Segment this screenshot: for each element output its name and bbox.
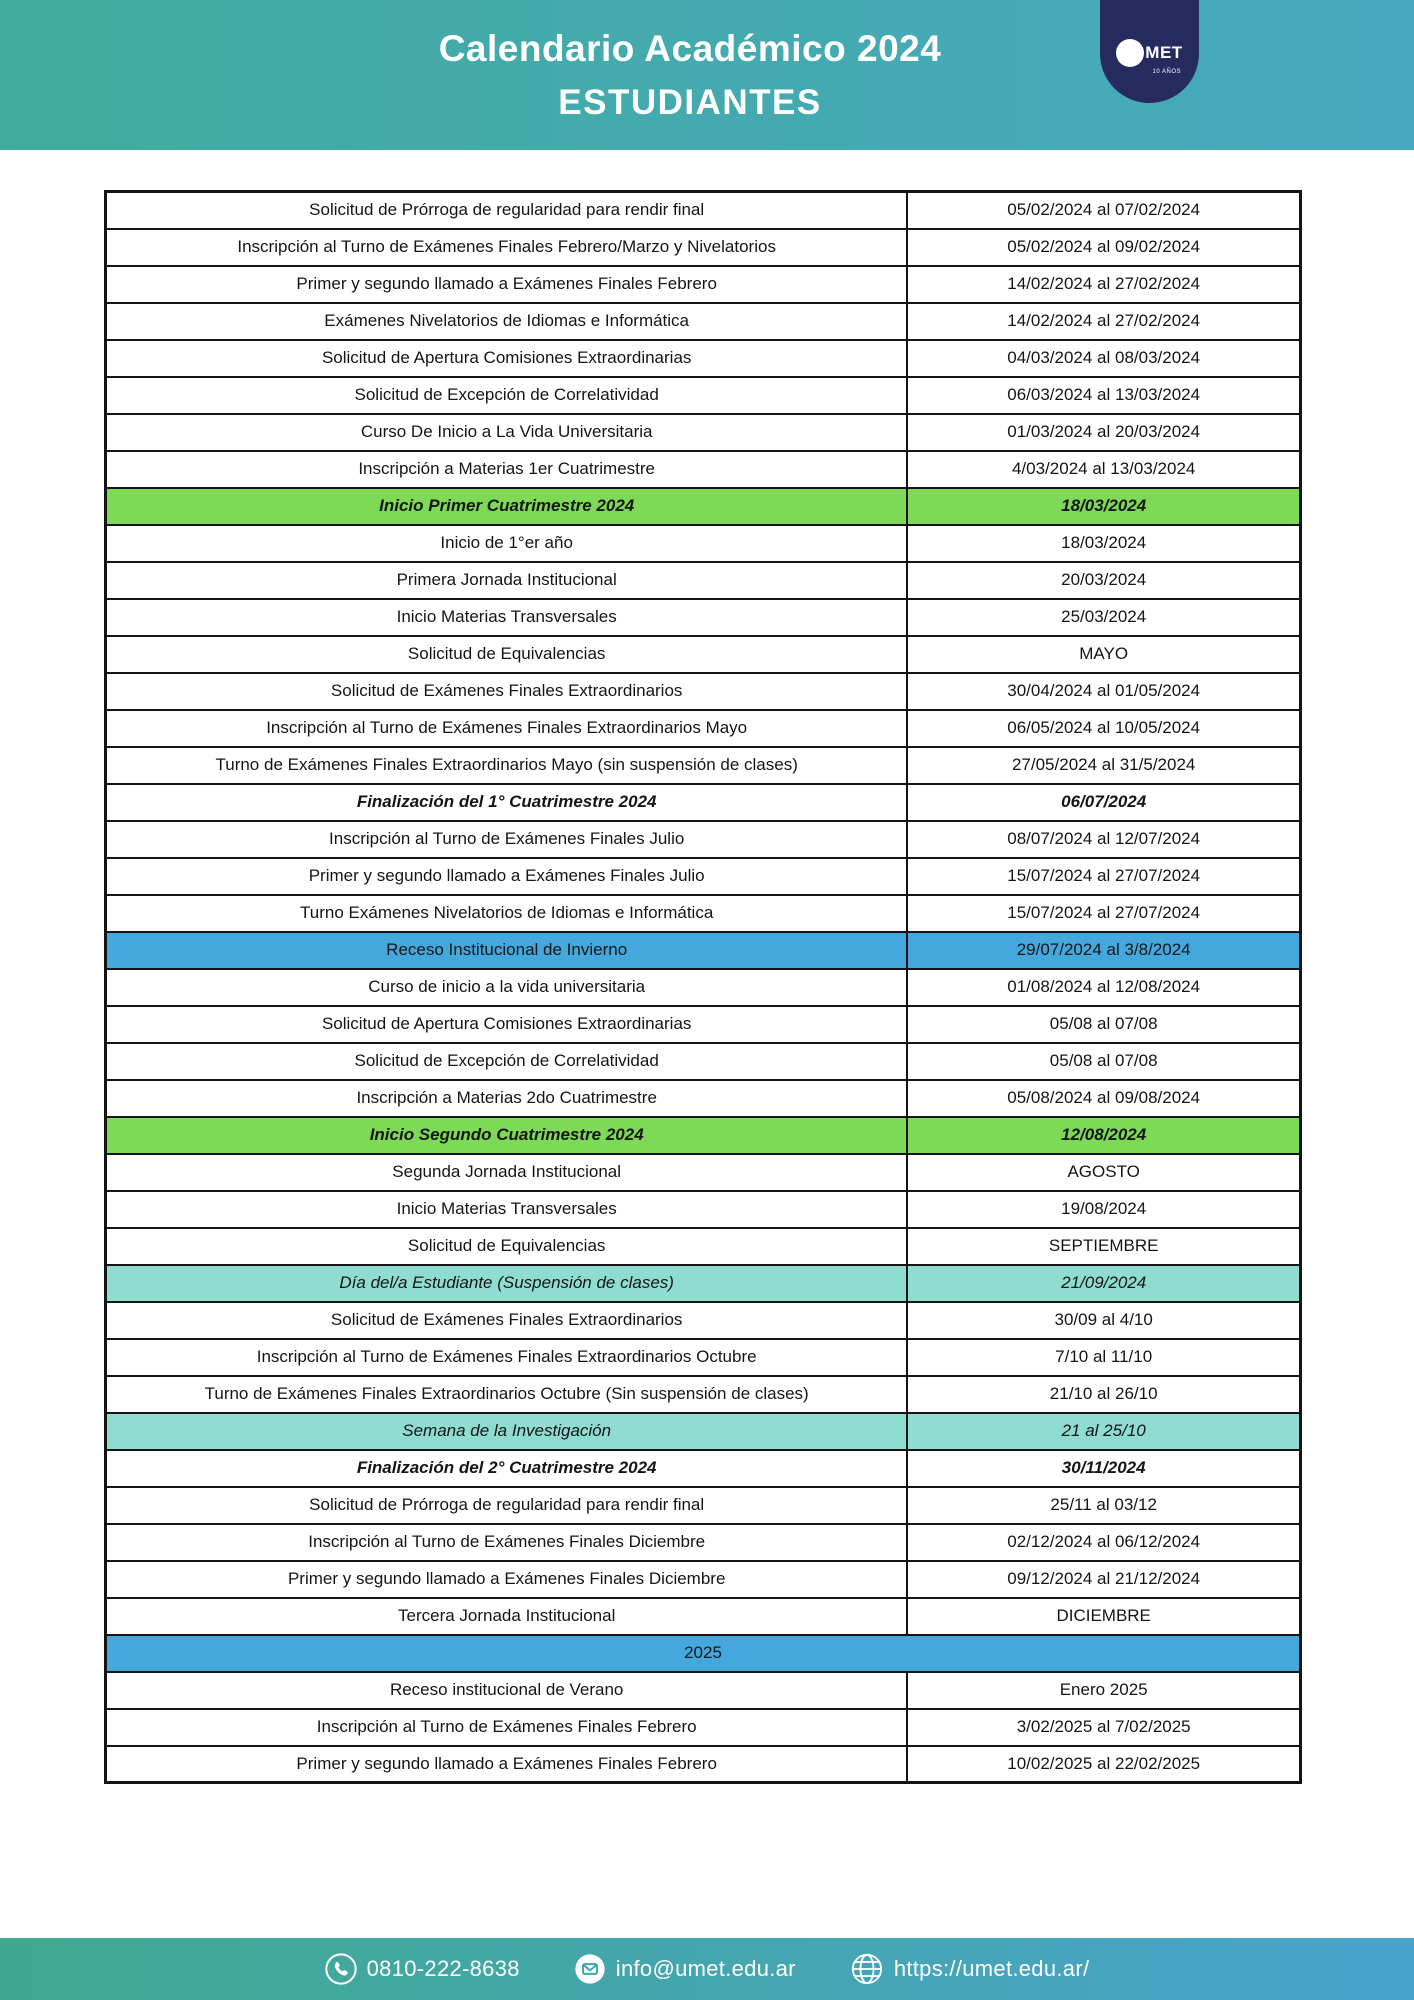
event-cell: Primer y segundo llamado a Exámenes Finales Diciembre <box>106 1561 908 1598</box>
event-cell: Finalización del 2° Cuatrimestre 2024 <box>106 1450 908 1487</box>
event-cell: Solicitud de Excepción de Correlatividad <box>106 377 908 414</box>
event-cell: Solicitud de Exámenes Finales Extraordinarios <box>106 673 908 710</box>
event-cell: Inicio de 1°er año <box>106 525 908 562</box>
table-row <box>106 710 1301 747</box>
event-cell: Exámenes Nivelatorios de Idiomas e Informática <box>106 303 908 340</box>
table-row <box>106 932 1301 969</box>
table-row <box>106 266 1301 303</box>
date-cell: 30/11/2024 <box>907 1450 1300 1487</box>
date-cell: 04/03/2024 al 08/03/2024 <box>907 340 1300 377</box>
event-cell: Primer y segundo llamado a Exámenes Finales Febrero <box>106 1746 908 1783</box>
table-row <box>106 969 1301 1006</box>
umet-logo <box>1116 39 1182 67</box>
table-row <box>106 747 1301 784</box>
event-cell: Solicitud de Equivalencias <box>106 1228 908 1265</box>
date-cell: 08/07/2024 al 12/07/2024 <box>907 821 1300 858</box>
footer-email[interactable] <box>574 1953 796 1985</box>
event-cell: Inscripción al Turno de Exámenes Finales Febrero <box>106 1709 908 1746</box>
table-row <box>106 858 1301 895</box>
event-cell: Receso Institucional de Invierno <box>106 932 908 969</box>
table-row <box>106 414 1301 451</box>
date-cell: 20/03/2024 <box>907 562 1300 599</box>
event-cell: Solicitud de Apertura Comisiones Extraordinarias <box>106 340 908 377</box>
date-cell: 14/02/2024 al 27/02/2024 <box>907 303 1300 340</box>
table-row <box>106 229 1301 266</box>
event-cell: Inscripción al Turno de Exámenes Finales Extraordinarios Octubre <box>106 1339 908 1376</box>
table-row <box>106 1450 1301 1487</box>
table-row <box>106 1709 1301 1746</box>
date-cell: 14/02/2024 al 27/02/2024 <box>907 266 1300 303</box>
table-row <box>106 303 1301 340</box>
phone-icon <box>325 1953 357 1985</box>
date-cell: 09/12/2024 al 21/12/2024 <box>907 1561 1300 1598</box>
table-row <box>106 1524 1301 1561</box>
table-row <box>106 1191 1301 1228</box>
date-cell: 05/08 al 07/08 <box>907 1006 1300 1043</box>
table-row <box>106 1598 1301 1635</box>
event-cell: Inicio Primer Cuatrimestre 2024 <box>106 488 908 525</box>
event-cell: Turno de Exámenes Finales Extraordinarios Mayo (sin suspensión de clases) <box>106 747 908 784</box>
event-cell: Inscripción al Turno de Exámenes Finales Febrero/Marzo y Nivelatorios <box>106 229 908 266</box>
date-cell: 21/09/2024 <box>907 1265 1300 1302</box>
event-cell: Día del/a Estudiante (Suspensión de clases) <box>106 1265 908 1302</box>
event-cell: Solicitud de Excepción de Correlatividad <box>106 1043 908 1080</box>
header-banner <box>0 0 1414 150</box>
date-cell: 01/03/2024 al 20/03/2024 <box>907 414 1300 451</box>
table-row <box>106 1672 1301 1709</box>
event-cell: Inscripción a Materias 1er Cuatrimestre <box>106 451 908 488</box>
table-row <box>106 1154 1301 1191</box>
table-row <box>106 599 1301 636</box>
table-row <box>106 451 1301 488</box>
table-row <box>106 192 1301 229</box>
calendar-table-body <box>106 192 1301 1783</box>
date-cell: 30/04/2024 al 01/05/2024 <box>907 673 1300 710</box>
table-row <box>106 1265 1301 1302</box>
footer-email-text: info@umet.edu.ar <box>615 1956 796 1981</box>
event-cell: Solicitud de Exámenes Finales Extraordinarios <box>106 1302 908 1339</box>
date-cell: 02/12/2024 al 06/12/2024 <box>907 1524 1300 1561</box>
table-row <box>106 1635 1301 1672</box>
date-cell: 10/02/2025 al 22/02/2025 <box>907 1746 1300 1783</box>
event-cell: Semana de la Investigación <box>106 1413 908 1450</box>
table-row <box>106 1006 1301 1043</box>
umet-logo-badge <box>1100 0 1199 103</box>
table-row <box>106 1302 1301 1339</box>
date-cell: 19/08/2024 <box>907 1191 1300 1228</box>
event-cell: Segunda Jornada Institucional <box>106 1154 908 1191</box>
date-cell: 15/07/2024 al 27/07/2024 <box>907 858 1300 895</box>
page-subtitle: ESTUDIANTES <box>558 82 822 122</box>
date-cell: 15/07/2024 al 27/07/2024 <box>907 895 1300 932</box>
event-cell: Solicitud de Equivalencias <box>106 636 908 673</box>
event-cell: Inscripción al Turno de Exámenes Finales Extraordinarios Mayo <box>106 710 908 747</box>
event-cell: Inicio Materias Transversales <box>106 1191 908 1228</box>
date-cell: 05/02/2024 al 07/02/2024 <box>907 192 1300 229</box>
date-cell: 25/11 al 03/12 <box>907 1487 1300 1524</box>
table-row <box>106 784 1301 821</box>
event-cell: Receso institucional de Verano <box>106 1672 908 1709</box>
event-cell: Primer y segundo llamado a Exámenes Finales Febrero <box>106 266 908 303</box>
table-row <box>106 1080 1301 1117</box>
umet-logo-circle-icon <box>1116 39 1144 67</box>
date-cell: 12/08/2024 <box>907 1117 1300 1154</box>
date-cell: 18/03/2024 <box>907 525 1300 562</box>
table-row <box>106 673 1301 710</box>
date-cell: 06/05/2024 al 10/05/2024 <box>907 710 1300 747</box>
event-cell: 2025 <box>106 1635 1301 1672</box>
event-cell: Inicio Segundo Cuatrimestre 2024 <box>106 1117 908 1154</box>
date-cell: Enero 2025 <box>907 1672 1300 1709</box>
event-cell: Turno Exámenes Nivelatorios de Idiomas e Informática <box>106 895 908 932</box>
header-titles <box>0 0 1414 150</box>
date-cell: 30/09 al 4/10 <box>907 1302 1300 1339</box>
event-cell: Finalización del 1° Cuatrimestre 2024 <box>106 784 908 821</box>
date-cell: 18/03/2024 <box>907 488 1300 525</box>
table-row <box>106 1746 1301 1783</box>
footer-website[interactable] <box>850 1952 1090 1986</box>
email-icon <box>574 1953 606 1985</box>
date-cell: MAYO <box>907 636 1300 673</box>
date-cell: 25/03/2024 <box>907 599 1300 636</box>
date-cell: 01/08/2024 al 12/08/2024 <box>907 969 1300 1006</box>
table-row <box>106 1339 1301 1376</box>
date-cell: 21 al 25/10 <box>907 1413 1300 1450</box>
table-row <box>106 1228 1301 1265</box>
table-row <box>106 377 1301 414</box>
table-row <box>106 340 1301 377</box>
date-cell: 7/10 al 11/10 <box>907 1339 1300 1376</box>
event-cell: Inscripción al Turno de Exámenes Finales Diciembre <box>106 1524 908 1561</box>
date-cell: SEPTIEMBRE <box>907 1228 1300 1265</box>
table-row <box>106 562 1301 599</box>
event-cell: Primera Jornada Institucional <box>106 562 908 599</box>
event-cell: Curso de inicio a la vida universitaria <box>106 969 908 1006</box>
table-row <box>106 1376 1301 1413</box>
event-cell: Solicitud de Apertura Comisiones Extraordinarias <box>106 1006 908 1043</box>
event-cell: Primer y segundo llamado a Exámenes Finales Julio <box>106 858 908 895</box>
table-row <box>106 525 1301 562</box>
event-cell: Inscripción al Turno de Exámenes Finales Julio <box>106 821 908 858</box>
academic-calendar-table <box>104 190 1302 1784</box>
footer-phone-text: 0810-222-8638 <box>366 1956 520 1981</box>
table-row <box>106 636 1301 673</box>
date-cell: 05/08/2024 al 09/08/2024 <box>907 1080 1300 1117</box>
event-cell: Solicitud de Prórroga de regularidad para rendir final <box>106 192 908 229</box>
table-row <box>106 1487 1301 1524</box>
table-row <box>106 1413 1301 1450</box>
footer-phone[interactable] <box>325 1953 520 1985</box>
date-cell: 29/07/2024 al 3/8/2024 <box>907 932 1300 969</box>
umet-logo-text: MET <box>1145 42 1183 62</box>
table-row <box>106 821 1301 858</box>
event-cell: Inicio Materias Transversales <box>106 599 908 636</box>
page-title: Calendario Académico 2024 <box>438 27 942 69</box>
event-cell: Tercera Jornada Institucional <box>106 1598 908 1635</box>
table-row <box>106 1561 1301 1598</box>
table-row <box>106 895 1301 932</box>
date-cell: AGOSTO <box>907 1154 1300 1191</box>
date-cell: DICIEMBRE <box>907 1598 1300 1635</box>
table-row <box>106 1043 1301 1080</box>
globe-icon <box>850 1952 884 1986</box>
date-cell: 06/07/2024 <box>907 784 1300 821</box>
umet-logo-subtext: 10 AÑOS <box>1152 68 1181 75</box>
date-cell: 05/02/2024 al 09/02/2024 <box>907 229 1300 266</box>
date-cell: 21/10 al 26/10 <box>907 1376 1300 1413</box>
table-row <box>106 1117 1301 1154</box>
event-cell: Solicitud de Prórroga de regularidad para rendir final <box>106 1487 908 1524</box>
date-cell: 27/05/2024 al 31/5/2024 <box>907 747 1300 784</box>
date-cell: 3/02/2025 al 7/02/2025 <box>907 1709 1300 1746</box>
footer-website-text: https://umet.edu.ar/ <box>893 1956 1090 1981</box>
date-cell: 4/03/2024 al 13/03/2024 <box>907 451 1300 488</box>
footer-bar <box>0 1938 1414 2000</box>
date-cell: 06/03/2024 al 13/03/2024 <box>907 377 1300 414</box>
event-cell: Curso De Inicio a La Vida Universitaria <box>106 414 908 451</box>
date-cell: 05/08 al 07/08 <box>907 1043 1300 1080</box>
event-cell: Turno de Exámenes Finales Extraordinarios Octubre (Sin suspensión de clases) <box>106 1376 908 1413</box>
table-row <box>106 488 1301 525</box>
event-cell: Inscripción a Materias 2do Cuatrimestre <box>106 1080 908 1117</box>
